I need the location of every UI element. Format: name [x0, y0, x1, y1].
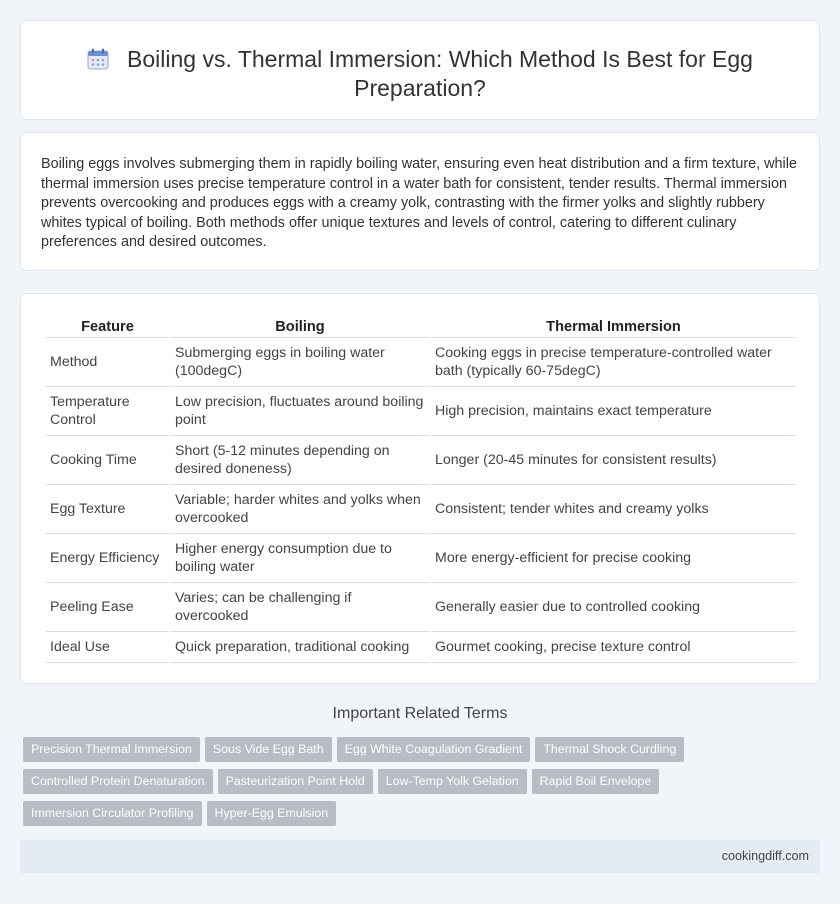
thermal-cell: Generally easier due to controlled cooking [431, 583, 796, 632]
thermal-cell: Consistent; tender whites and creamy yolks [431, 485, 796, 534]
related-term-tag[interactable]: Egg White Coagulation Gradient [337, 737, 531, 762]
boiling-cell: Variable; harder whites and yolks when overcooked [171, 485, 429, 534]
feature-cell: Ideal Use [46, 632, 169, 663]
related-term-tag[interactable]: Precision Thermal Immersion [23, 737, 200, 762]
table-row [46, 632, 796, 663]
feature-cell: Energy Efficiency [46, 534, 169, 583]
feature-cell: Cooking Time [46, 436, 169, 485]
feature-cell: Egg Texture [46, 485, 169, 534]
table-row [46, 387, 796, 436]
tag-row [23, 737, 803, 769]
boiling-cell: Quick preparation, traditional cooking [171, 632, 429, 663]
related-term-tag[interactable]: Low-Temp Yolk Gelation [378, 769, 527, 794]
tag-row [23, 769, 803, 801]
tag-row [23, 801, 803, 833]
header-boiling: Boiling [171, 316, 429, 338]
thermal-cell: Cooking eggs in precise temperature-controlled water bath (typically 60-75degC) [431, 338, 796, 387]
thermal-cell: Longer (20-45 minutes for consistent results) [431, 436, 796, 485]
intro-card [20, 132, 820, 271]
footer-site-link[interactable]: cookingdiff.com [721, 849, 809, 863]
feature-cell: Temperature Control [46, 387, 169, 436]
related-term-tag[interactable]: Rapid Boil Envelope [532, 769, 660, 794]
table-row [46, 534, 796, 583]
table-row [46, 485, 796, 534]
related-term-tag[interactable]: Hyper-Egg Emulsion [207, 801, 337, 826]
thermal-cell: High precision, maintains exact temperature [431, 387, 796, 436]
related-terms-heading: Important Related Terms [332, 705, 508, 722]
page-title: Boiling vs. Thermal Immersion: Which Method Is Best for Egg Preparation? [127, 46, 753, 101]
page-title-row [21, 45, 819, 103]
related-term-tag[interactable]: Immersion Circulator Profiling [23, 801, 202, 826]
related-term-tag[interactable]: Thermal Shock Curdling [535, 737, 684, 762]
feature-cell: Method [46, 338, 169, 387]
related-term-tag[interactable]: Pasteurization Point Hold [218, 769, 373, 794]
intro-paragraph: Boiling eggs involves submerging them in rapidly boiling water, ensuring even heat distribution and a firm texture, while thermal immersion uses precise temperature control in a water bath for consistent, tender results. Thermal immersion prevents overcooking and produces eggs with a creamy yolk, contrasting with the firmer yolks and slightly rubbery whites typical of boiling. Both methods offer unique textures and levels of control, catering to different culinary preferences and desired outcomes. [41, 156, 797, 250]
table-row [46, 583, 796, 632]
related-term-tag[interactable]: Controlled Protein Denaturation [23, 769, 213, 794]
comparison-table [44, 316, 798, 663]
calendar-icon [87, 48, 109, 70]
table-header-row [46, 316, 796, 338]
boiling-cell: Short (5-12 minutes depending on desired doneness) [171, 436, 429, 485]
title-card [20, 20, 820, 120]
table-row [46, 338, 796, 387]
header-thermal-immersion: Thermal Immersion [431, 316, 796, 338]
header-feature: Feature [46, 316, 169, 338]
boiling-cell: Low precision, fluctuates around boiling point [171, 387, 429, 436]
boiling-cell: Higher energy consumption due to boiling water [171, 534, 429, 583]
comparison-card [20, 293, 820, 684]
feature-cell: Peeling Ease [46, 583, 169, 632]
footer [20, 840, 820, 873]
related-term-tag[interactable]: Sous Vide Egg Bath [205, 737, 332, 762]
thermal-cell: More energy-efficient for precise cooking [431, 534, 796, 583]
related-terms-list [23, 737, 803, 833]
boiling-cell: Varies; can be challenging if overcooked [171, 583, 429, 632]
table-row [46, 436, 796, 485]
thermal-cell: Gourmet cooking, precise texture control [431, 632, 796, 663]
boiling-cell: Submerging eggs in boiling water (100degC) [171, 338, 429, 387]
